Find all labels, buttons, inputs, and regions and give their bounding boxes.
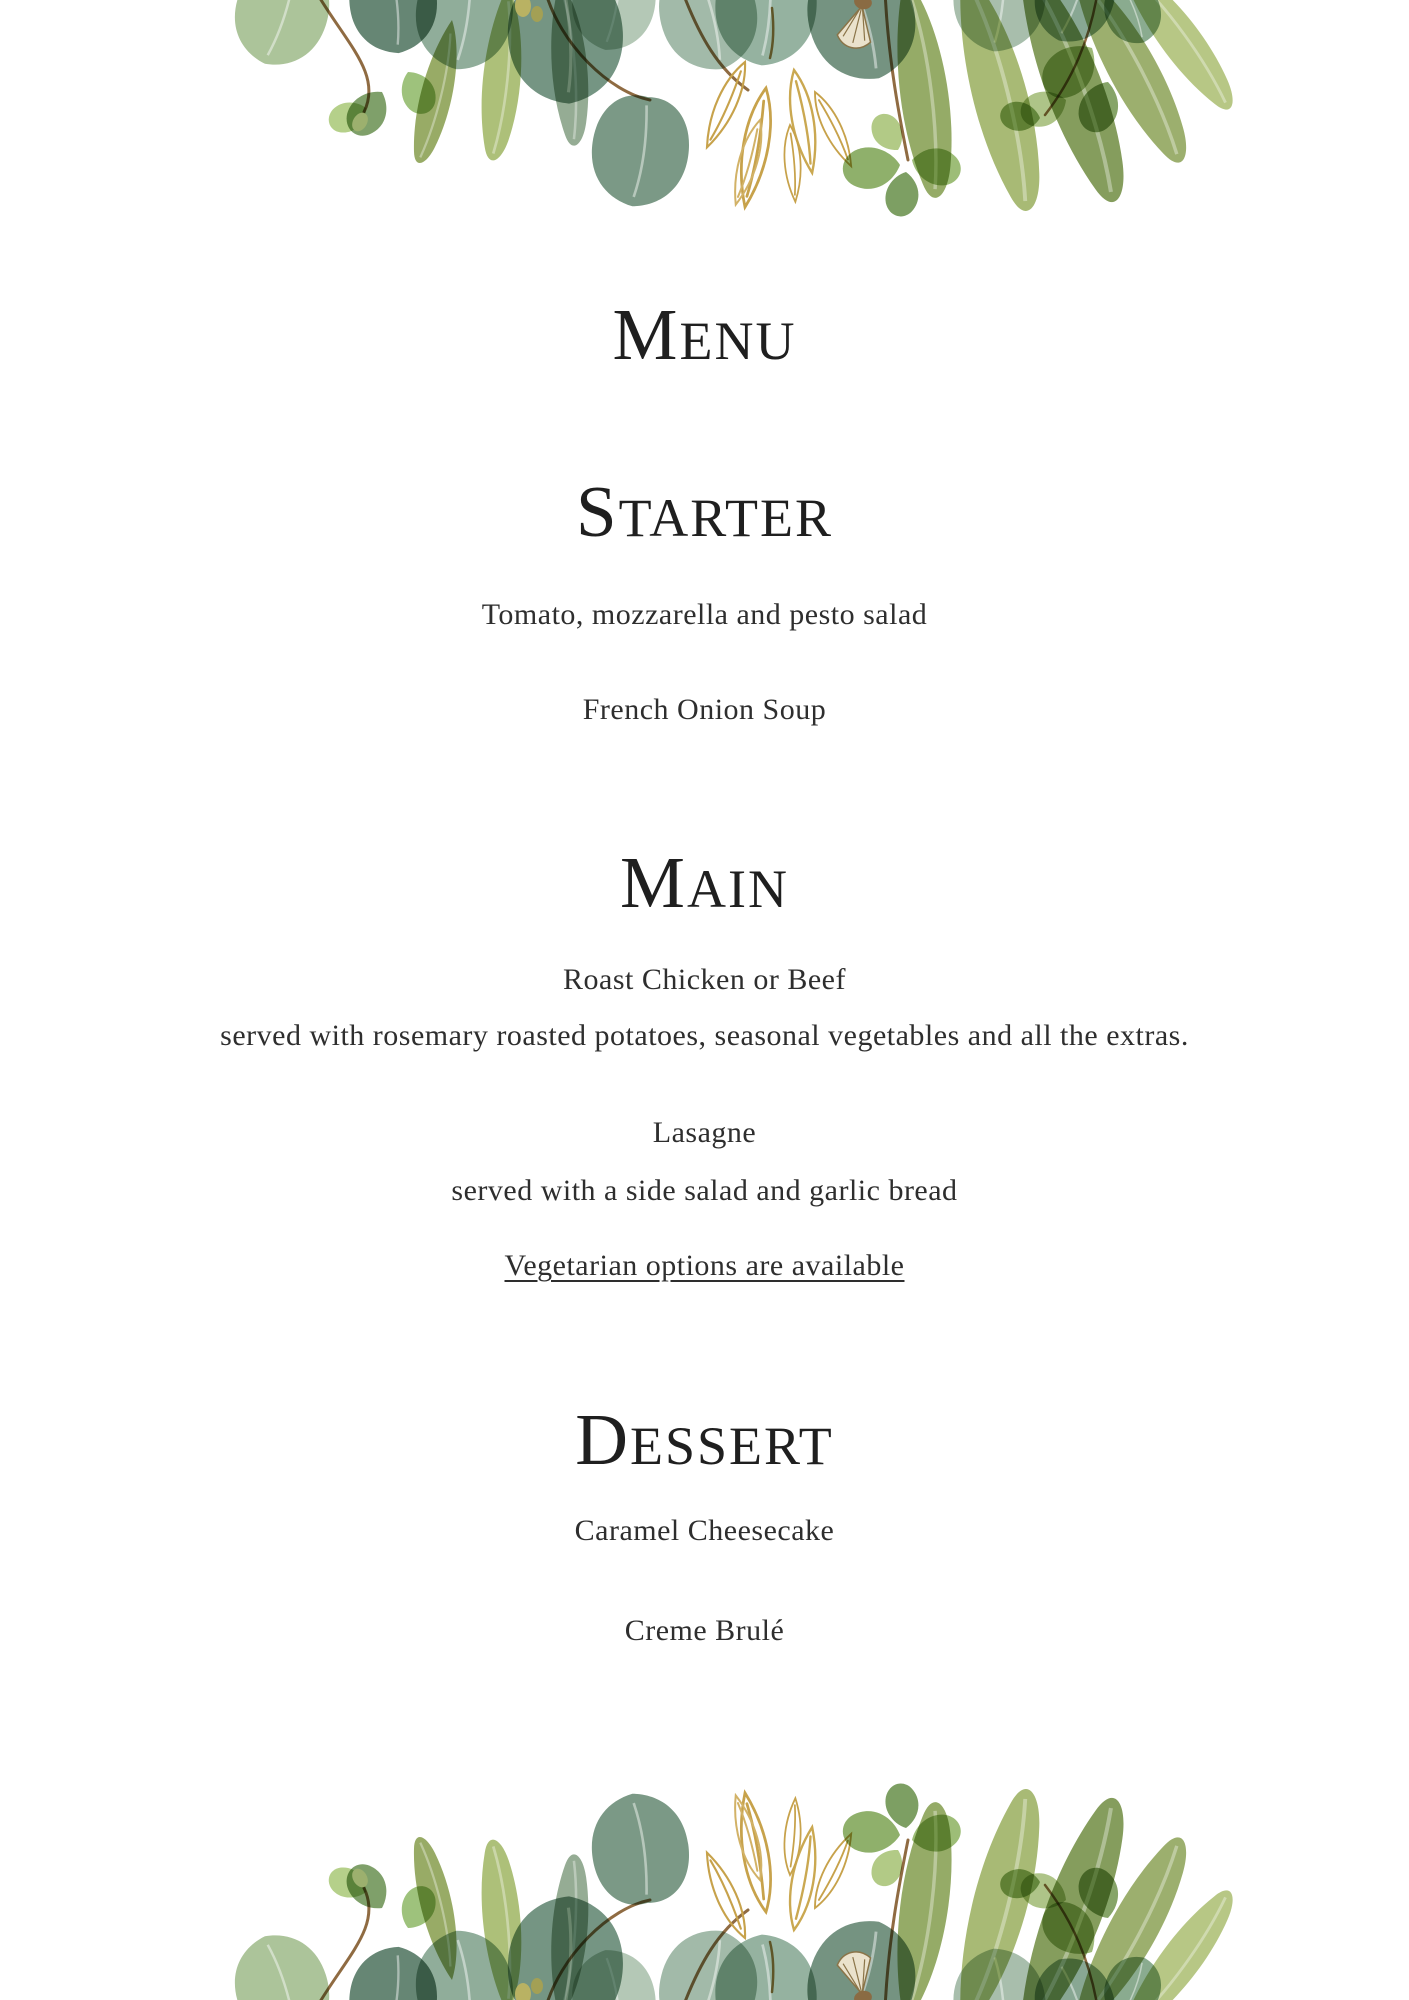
menu-item-lasagne: Lasagne [652,1116,757,1149]
greenery-bottom-decoration [0,1755,1409,2000]
menu-item-caramel-cheesecake: Caramel Cheesecake [574,1514,835,1547]
menu-item-roast-chicken-or-beef: Roast Chicken or Beef [563,963,846,996]
menu-item-creme-brule: Creme Brulé [624,1614,785,1647]
vegetarian-options-note: Vegetarian options are available [504,1249,905,1282]
page-title: MENU [612,294,797,375]
section-heading-dessert: DESSERT [575,1399,834,1480]
menu-item-lasagne-description: served with a side salad and garlic bread [451,1174,958,1207]
section-heading-starter: STARTER [575,471,834,552]
menu-item-tomato-salad: Tomato, mozzarella and pesto salad [481,598,928,631]
menu-item-roast-description: served with rosemary roasted potatoes, seasonal vegetables and all the extras. [220,1019,1189,1052]
menu-item-french-onion-soup: French Onion Soup [582,693,827,726]
section-heading-main: MAIN [620,842,789,923]
greenery-top-decoration [0,0,1409,245]
